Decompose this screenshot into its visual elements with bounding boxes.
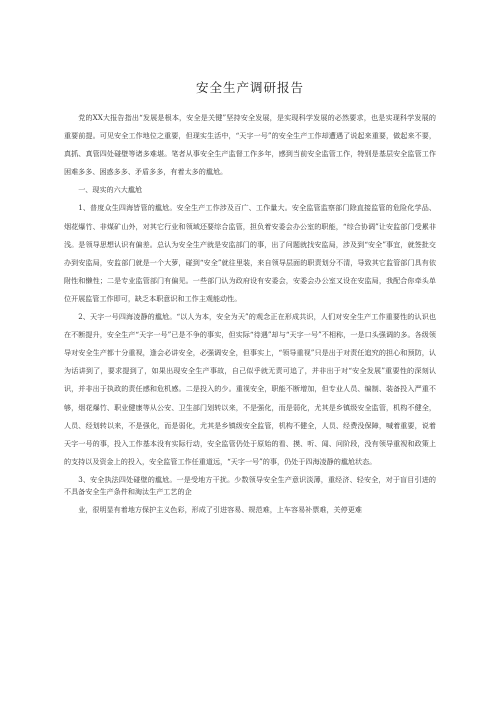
section-heading: 一、现实的六大尴尬 [78, 185, 143, 195]
paragraph-point-2: 2、天字一号四海凌静的尴尬。“以人为本，安全为天”的观念正在形成共识，人们对安全生产工作重要性的认识也在不断提升，安全生产“天字一号”已是不争的事实，但实际“待遇”却与“天字一号”不相称，一是口头强调的多。各级领导对安全生产都十分重视，逢会必讲安全，必强调安全，但事实上，“领导重视”只是出于对责任追究的担心和预防，认为话讲到了，要求提到了，如果出现安全生产事故，自己似乎就无责可追了，并非出于对“安全发展”重要性的深刻认识，并非出于执政的责任感和危机感。二是投入的少。重视安全，职能不断增加，但专业人员、编制、装备投入严重不够，烟花爆竹、职业健康等从公安、卫生部门划转以来，不是强化，而是弱化，尤其是乡镇级安全监管，机构不健全，人员、经划转以来，不是强化，而是弱化，尤其是乡镇级安全监管，机构不健全，人员、经费没保障，喊着重要，说着天字一号的事，投入工作基本没有实际行动，安全监管仍处于原始的看、摸、听、闻、问阶段，没有领导重视和政策上的支持以及资金上的投入，安全监管工作任重道远，“天字一号”的事，仍处于四海凌静的尴尬状态。 [64, 312, 436, 466]
document-body [64, 109, 436, 519]
paragraph-point-1: 1、普度众生四海皆管的尴尬。安全生产工作涉及百广、工作量大。安全监管监察部门除直接监管的危险化学品、烟花爆竹、非煤矿山外，对其它行业和领域还要综合监管，担负着安委会办公室的职能，“综合协调”让安监部门受累非浅。是领导思想认识有偏差。总认为安全生产就是安监部门的事，出了问题就找安监局，涉及到“安全”事宜，就签批交办到安监局，安监部门就是一个大萝，碰到“安全”就往里装，来自领导层面的职责划分不清，导致其它监管部门具有依附性和懒性；二是专业监管部门有偏见。一些部门认为政府设有安委会，安委会办公室又设在安监局，我配合你牵头单位开展监管工作即可，缺乏本职意识和工作主观能动性。 [64, 203, 436, 303]
paragraph-continuation: 业，很明显有着地方保护主义色彩，形成了引进容易、规范难，上车容易补票难，关停更难 [78, 505, 362, 515]
paragraph-intro: 党的XX大报告指出“发展是根本，安全是关键”坚持安全发展，是实现科学发展的必然要求，也是实现科学发展的重要前提。可见安全工作地位之重要，但现实生活中，“天字一号”的安全生产工作却遭遇了说起来重要，做起来不要，真抓、真管四处碰壁等诸多难堪。笔者从事安全生产监督工作多年，感到当前安全监管工作，特别是基层安全监管工作困难多多、困惑多多、矛盾多多，有着太多的尴尬。 [64, 113, 436, 177]
document-title: 安全生产调研报告 [195, 80, 304, 95]
paragraph-point-3: 3、安全执法四处碰壁的尴尬。一是受地方干扰。少数领导安全生产意识淡薄，重经济、轻安全，对于盲目引进的不具备安全生产条件和淘汰生产工艺的企 [64, 474, 436, 497]
